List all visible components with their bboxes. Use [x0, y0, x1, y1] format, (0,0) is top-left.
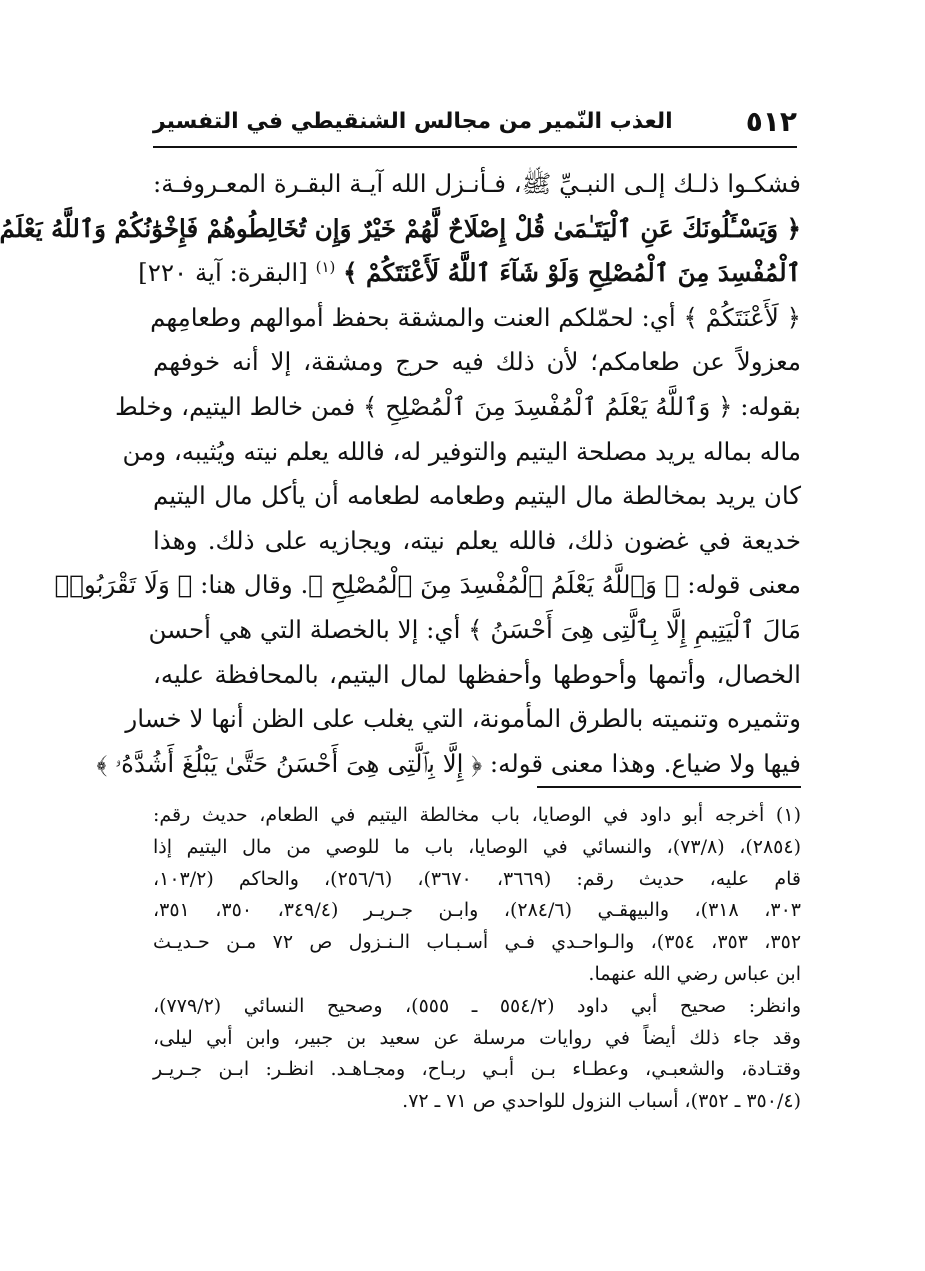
- footnote-divider: [537, 786, 801, 788]
- text-line-7: ماله بماله يريد مصلحة اليتيم والتوفير له، فالله يعلم نيته ويُثيبه، ومن: [122, 436, 801, 466]
- main-text: [0, 162, 801, 786]
- quran-verse-line-2: ﴿ وَيَسْـَٔلُونَكَ عَنِ ٱلْيَتَـٰمَىٰ قُلْ إِصْلَاحٌ لَّهُمْ خَيْرٌ وَإِن تُخَالِطُوهُمْ فَإِخْوَٰنُكُمْ وَٱللَّهُ يَعْلَمُ: [0, 213, 801, 243]
- text-line-4: ﴿ لَأَعْنَتَكُمْ ﴾ أي: لحمّلكم العنت والمشقة بحفظ أموالهم وطعامِهم: [150, 302, 801, 332]
- text-line-3: [138, 251, 801, 296]
- book-title: العذب النّمير من مجالس الشنقيطي في التفسير: [153, 108, 673, 134]
- text-line-6: بقوله: ﴿ وَٱللَّهُ يَعْلَمُ ٱلْمُفْسِدَ مِنَ ٱلْمُصْلِحِ ﴾ فمن خالط اليتيم، وخلط: [115, 391, 801, 421]
- text-line-14: فيها ولا ضياع. وهذا معنى قوله: ﴿ إِلَّا بِٱلَّتِى هِىَ أَحْسَنُ حَتَّىٰ يَبْلُغَ أَشُدَّهُۥ ﴾: [96, 748, 801, 778]
- footnote-line-6: ابن عباس رضي الله عنهما.: [588, 962, 801, 985]
- text-line-5: معزولاً عن طعامكم؛ لأن ذلك فيه حرج ومشقة، إلا أنه خوفهم: [153, 347, 801, 377]
- running-header: [153, 96, 797, 146]
- page-number: ٥١٢: [745, 104, 797, 138]
- text-line-1: فشكـوا ذلـك إلـى النبـيِّ ﷺ، فـأنـزل الله آيـة البقـرة المعـروفـة:: [153, 169, 801, 198]
- text-line-8: كان يريد بمخالطة مال اليتيم وطعامه لطعامه أن يأكل مال اليتيم: [153, 481, 801, 511]
- footnotes: [153, 800, 801, 1118]
- text-line-9: خديعة في غضون ذلك، فالله يعلم نيته، ويجازيه على ذلك. وهذا: [153, 525, 801, 555]
- footnote-line-4: ٣٠٣، ٣١٨)، والبيهقـي (٢٨٤/٦)، وابـن جـريـر (٣٤٩/٤، ٣٥٠، ٣٥١،: [153, 899, 801, 922]
- footnote-line-5: ٣٥٢، ٣٥٣، ٣٥٤)، والـواحـدي فـي أسـبـاب الـنـزول ص ٧٢ مـن حـديـث: [153, 931, 802, 954]
- text-line-11: مَالَ ٱلْيَتِيمِ إِلَّا بِٱلَّتِى هِىَ أَحْسَنُ ﴾ أي: إلا بالخصلة التي هي أحسن: [148, 614, 801, 644]
- footnote-line-9: وقتـادة، والشعبـي، وعطـاء بـن أبـي ربـاح، ومجـاهـد. انظـر: ابـن جـريـر: [153, 1058, 801, 1081]
- text-line-10: معنى قوله: ﴿ وَٱللَّهُ يَعْلَمُ ٱلْمُفْسِدَ مِنَ ٱلْمُصْلِحِ ﴾. وقال هنا: ﴿ وَلَا تَقْرَبُوا۟: [54, 570, 801, 600]
- footnote-line-1: (١) أخرجه أبو داود في الوصايا، باب مخالطة اليتيم في الطعام، حديث رقم:: [153, 804, 801, 826]
- quran-verse-end: ٱلْمُفْسِدَ مِنَ ٱلْمُصْلِحِ وَلَوْ شَآءَ ٱللَّهُ لَأَعْنَتَكُمْ ﴾: [343, 258, 801, 288]
- footnote-line-7: وانظر: صحيح أبي داود (٥٥٤/٢ ـ ٥٥٥)، وصحيح النسائي (٧٧٩/٢)،: [153, 994, 802, 1017]
- footnote-line-2: (٢٨٥٤)، (٧٣/٨)، والنسائي في الوصايا، باب ما للوصي من مال اليتيم إذا: [153, 835, 801, 858]
- footnote-line-10: (٣٥٠/٤ ـ ٣٥٢)، أسباب النزول للواحدي ص ٧١ ـ ٧٢.: [402, 1090, 801, 1113]
- footnote-line-8: وقد جاء ذلك أيضاً في روايات مرسلة عن سعيد بن جبير، وابن أبي ليلى،: [153, 1026, 801, 1049]
- text-line-13: وتثميره وتنميته بالطرق المأمونة، التي يغلب على الظن أنها لا خسار: [125, 704, 801, 734]
- verse-citation: [البقرة: آية ٢٢٠]: [138, 258, 308, 288]
- footnote-line-3: قام عليه، حديث رقم: (٣٦٦٩، ٣٦٧٠)، (٢٥٦/٦)، والحاكم (١٠٣/٢،: [153, 867, 802, 890]
- footnote-marker: (١): [315, 258, 336, 277]
- header-divider: [153, 146, 797, 148]
- text-line-12: الخصال، وأتمها وأحوطها وأحفظها لمال اليتيم، بالمحافظة عليه،: [153, 659, 801, 689]
